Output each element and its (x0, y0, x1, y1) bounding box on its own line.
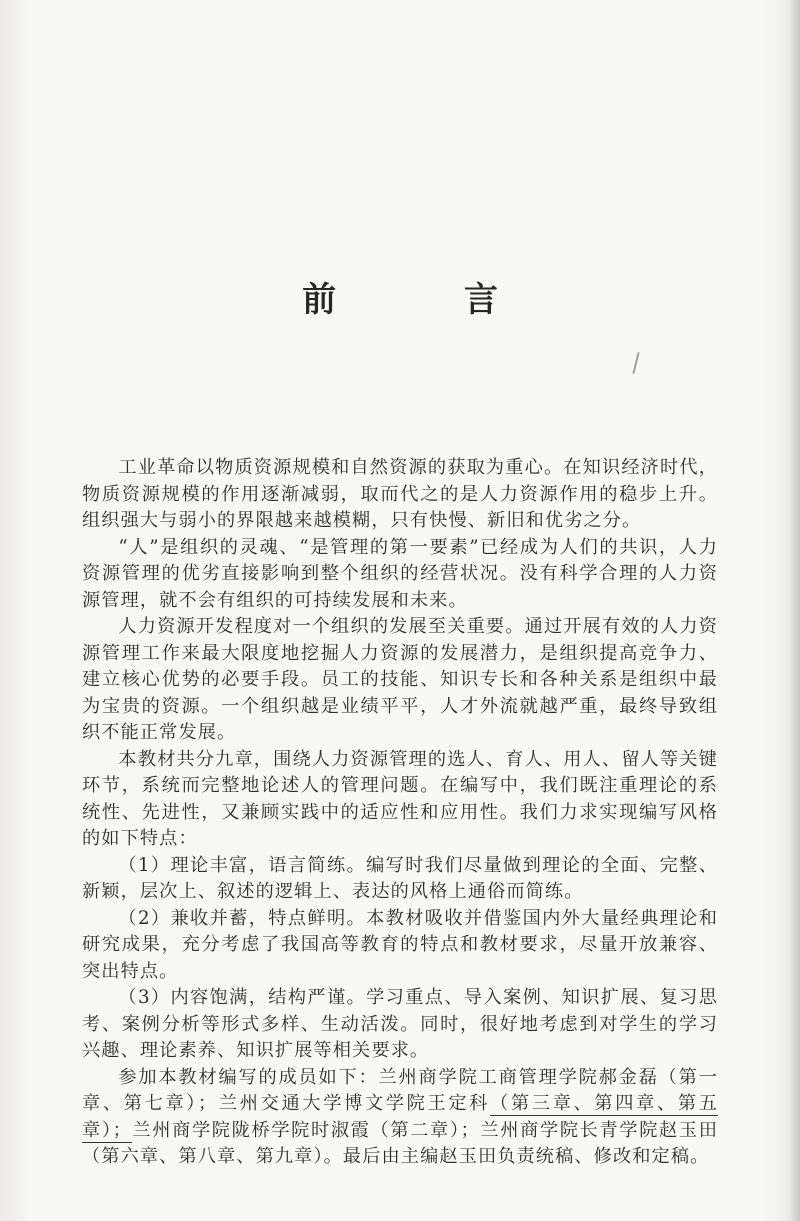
paragraph-4: 本教材共分九章，围绕人力资源管理的选人、育人、用人、留人等关键环节，系统而完整地论述人的管理问题。在编写中，我们既注重理论的系统性、先进性，又兼顾实践中的适应性和应用性。我们力求实现编写风格的如下特点： (82, 748, 718, 849)
paragraph-6: （2）兼收并蓄，特点鲜明。本教材吸收并借鉴国内外大量经典理论和研究成果，充分考虑了我国高等教育的特点和教材要求，尽量开放兼容、突出特点。 (82, 907, 718, 982)
contributors-text-start: 参加本教材编写的成员如下：兰州商学院工商管理学院郝金磊（第一章、第七章）；兰州交通大学博文学院王定科 (82, 1066, 718, 1114)
pen-mark (632, 352, 639, 374)
page-edge-shadow (786, 0, 800, 1221)
paragraph-1: 工业革命以物质资源规模和自然资源的获取为重心。在知识经济时代，物质资源规模的作用逐渐减弱，取而代之的是人力资源作用的稳步上升。组织强大与弱小的界限越来越模糊，只有快慢、新旧和优劣之分。 (82, 457, 718, 531)
paragraph-3: 人力资源开发程度对一个组织的发展至关重要。通过开展有效的人力资源管理工作来最大限度地挖掘人力资源的发展潜力，是组织提高竞争力、建立核心优势的必要手段。员工的技能、知识专长和各种关系是组织中最为宝贵的资源。一个组织越是业绩平平，人才外流就越严重，最终导致组织不能正常发展。 (82, 616, 718, 743)
page-title: 前 言 (302, 280, 556, 320)
paragraph-2: “人”是组织的灵魂、“是管理的第一要素”已经成为人们的共识，人力资源管理的优劣直接影响到整个组织的经营状况。没有科学合理的人力资源管理，就不会有组织的可持续发展和未来。 (82, 536, 718, 611)
contributors-paragraph (82, 1065, 718, 1171)
underlined-chapters: （第三章、第四章、第五章）； (82, 1093, 718, 1141)
paragraph-5: （1）理论丰富，语言简练。编写时我们尽量做到理论的全面、完整、新颖，层次上、叙述的逻辑上、表达的风格上通俗而简练。 (82, 854, 718, 902)
preface-body (82, 455, 718, 1171)
paragraph-7: （3）内容饱满，结构严谨。学习重点、导入案例、知识扩展、复习思考、案例分析等形式多样、生动活泼。同时，很好地考虑到对学生的学习兴趣、理论素养、知识扩展等相关要求。 (82, 987, 718, 1061)
contributors-text-end: 兰州商学院陇桥学院时淑霞（第二章）；兰州商学院长青学院赵玉田（第六章、第八章、第九章）。最后由主编赵玉田负责统稿、修改和定稿。 (82, 1119, 718, 1167)
